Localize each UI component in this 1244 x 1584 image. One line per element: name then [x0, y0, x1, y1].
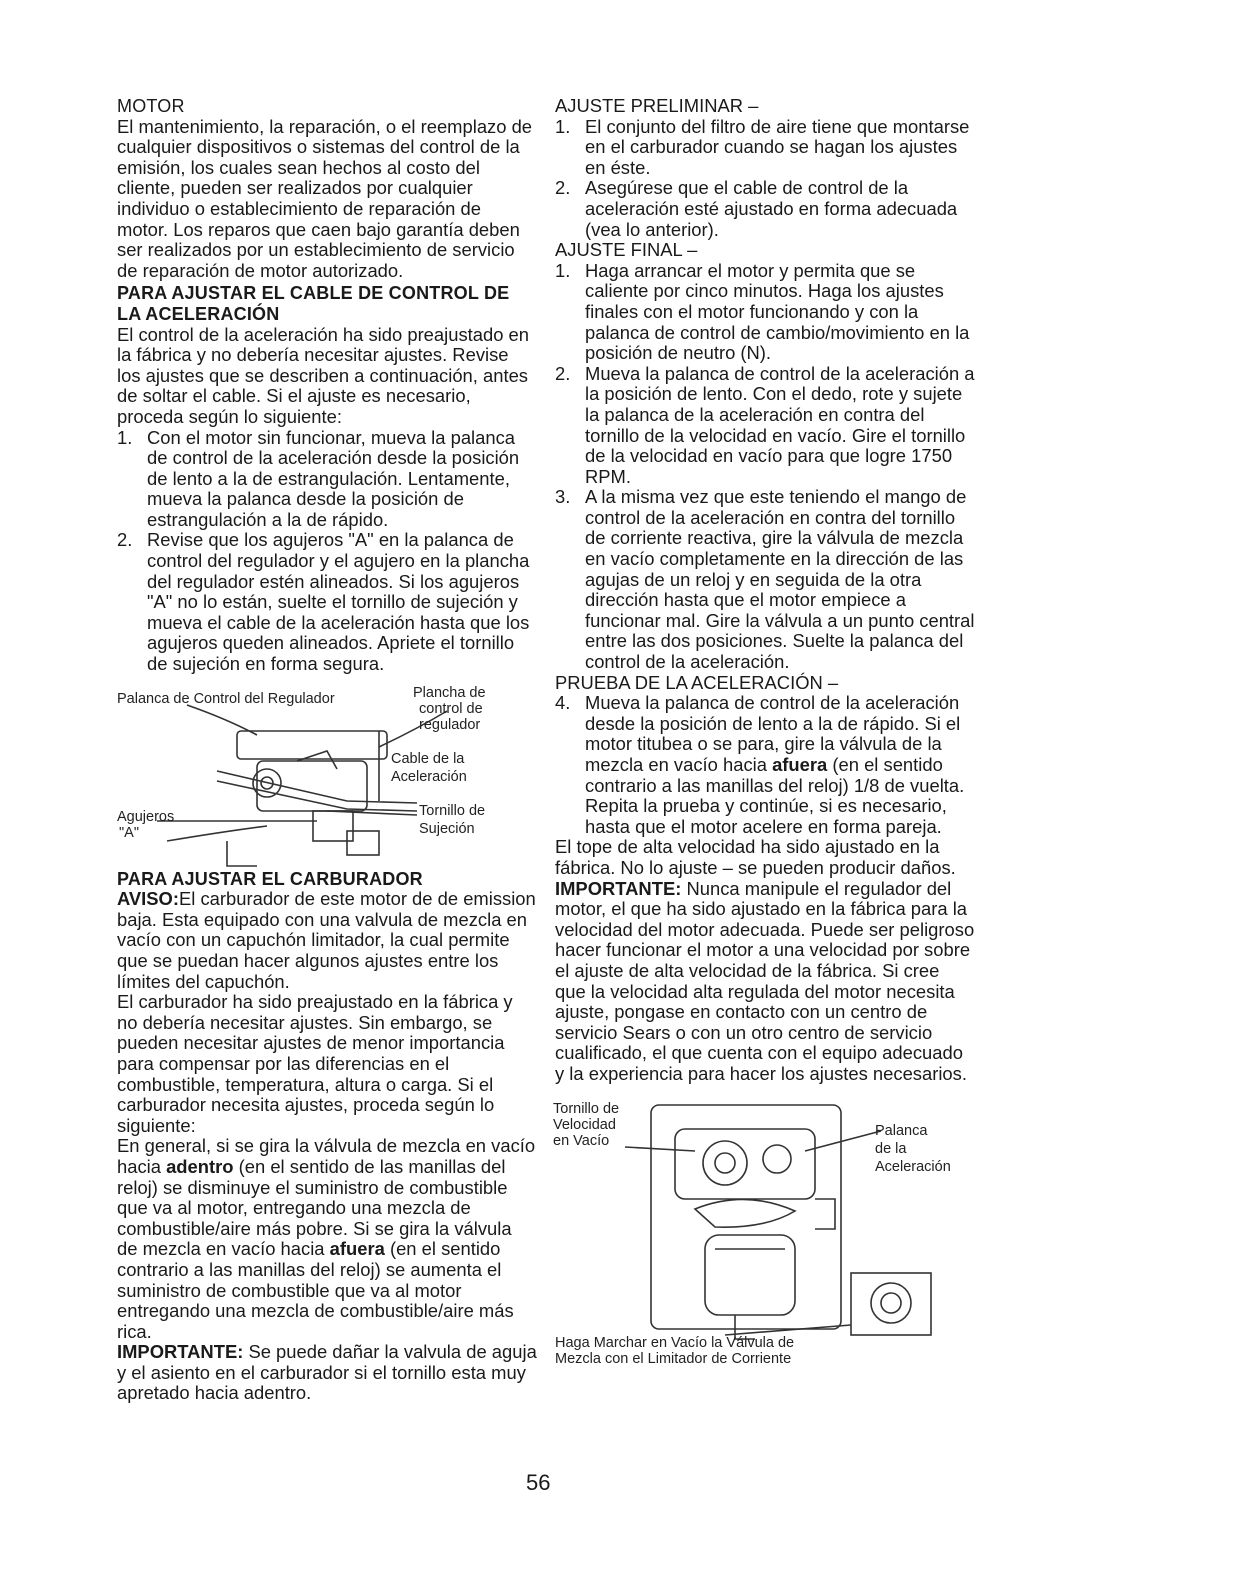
label-plancha-1: Plancha de	[413, 684, 486, 701]
tope-text: El tope de alta velocidad ha sido ajustado en la fábrica. No lo ajuste – se pueden producir daños.	[555, 836, 956, 878]
final-step	[555, 487, 975, 672]
step-number: 3.	[555, 486, 571, 508]
step-number: 4.	[555, 692, 571, 714]
figure-caption-1: Haga Marchar en Vacío la Válvula de	[555, 1334, 795, 1351]
final-step	[555, 364, 975, 488]
step-number: 2.	[117, 529, 133, 551]
left-column	[117, 96, 537, 1404]
label-palanca-aceleracion-1: Palanca	[875, 1122, 928, 1139]
label-tornillo-velocidad-1: Tornillo de	[553, 1100, 620, 1117]
prueba-afuera: afuera	[772, 754, 828, 775]
label-palanca-aceleracion-3: Aceleración	[875, 1158, 951, 1175]
label-agujeros-2: "A"	[119, 824, 139, 841]
carb-heading: PARA AJUSTAR EL CARBURADOR	[117, 868, 423, 889]
label-agujeros-1: Agujeros	[117, 808, 175, 825]
step-number: 2.	[555, 177, 571, 199]
label-palanca-aceleracion-2: de la	[875, 1140, 907, 1157]
cable-text: El control de la aceleración ha sido preajustado en la fábrica y no debería necesitar ajustes. Revise los ajustes que se describen a continuación, antes de soltar el cable. Si el ajuste es necesario, proceda según lo siguiente:	[117, 323, 530, 427]
prelim-steps	[555, 117, 975, 241]
final-steps	[555, 261, 975, 673]
step-text: Revise que los agujeros "A" en la palanca de control del regulador y el agujero en la plancha del regulador estén alineados. Si los agujeros "A" no lo están, suelte el tornillo de sujeción y mueva el cable de la aceleración hasta que los agujeros queden alineados. Apriete el tornillo de sujeción en forma segura.	[147, 529, 530, 675]
prueba-heading: PRUEBA DE LA ACELERACIÓN –	[555, 671, 839, 693]
prelim-step	[555, 117, 975, 179]
carb-para2-afuera: afuera	[329, 1238, 385, 1260]
carb-para1: El carburador ha sido preajustado en la fábrica y no debería necesitar ajustes. Sin embargo, se pueden necesitar ajustes de menor importancia para compensar por las diferencias en el combustible, temperatura, altura o carga. Si el carburador necesita ajustes, proceda según lo siguiente:	[117, 991, 513, 1136]
carburetor-figure	[553, 1099, 975, 1367]
figure-caption-2: Mezcla con el Limitador de Corriente	[555, 1350, 792, 1367]
aviso-label: AVISO:	[117, 888, 179, 910]
step-text: A la misma vez que este teniendo el mango de control de la aceleración en contra del tornillo de corriente reactiva, gire la válvula de mezcla en vacío completamente en la dirección de las agujas de un reloj y en seguida de la otra dirección hasta que el motor empiece a funcionar mal. Gire la válvula a un punto central entre las dos posiciones. Suelte la palanca del control de la aceleración.	[585, 486, 975, 673]
carb-para2-c: (en el sentido de las manillas del reloj) se disminuye el suministro de combustible que va al motor, entregando una mezcla de combustible/aire más pobre. Si se gira la válvula de mezcla en vacío hacia	[117, 1155, 512, 1260]
label-cable-2: Aceleración	[391, 768, 467, 785]
label-plancha-2: control de	[419, 700, 483, 717]
step-text: Con el motor sin funcionar, mueva la palanca de control de la aceleración desde la posición de lento a la de estrangulación. Lentamente, mueva la palanca desde la posición de estrangulación a la de rápido.	[147, 426, 520, 530]
prueba-text-a: Mueva la palanca de control de la aceleración desde la posición de lento a la de rápido. Si el motor titubea o se para, gire la válvula de la mezcla en vacío hacia	[585, 692, 961, 775]
cable-steps	[117, 428, 537, 675]
prelim-heading: AJUSTE PRELIMINAR –	[555, 95, 759, 116]
final-step	[555, 261, 975, 364]
left-importante	[117, 1342, 537, 1404]
label-plancha-3: regulador	[419, 716, 481, 733]
carb-para2-adentro: adentro	[166, 1155, 234, 1177]
page-number: 56	[526, 1470, 551, 1495]
carb-para2-e: (en el sentido contrario a las manillas del reloj) se aumenta el suministro de combustible que va al motor entregando una mezcla de combustible/aire más rica.	[117, 1238, 514, 1342]
prueba-step	[555, 693, 975, 837]
step-number: 2.	[555, 362, 571, 384]
right-importante	[555, 879, 975, 1085]
label-cable-1: Cable de la	[391, 750, 465, 767]
cable-step	[117, 530, 537, 674]
governor-figure	[117, 684, 537, 873]
left-importante-label: IMPORTANTE:	[117, 1341, 244, 1363]
step-number: 1.	[117, 426, 133, 448]
prueba-text-c: (en el sentido contrario a las manillas del reloj) 1/8 de vuelta. Repita la prueba y continúe, si es necesario, hasta que el motor acelere en forma pareja.	[585, 754, 965, 837]
label-tornillo-2: Sujeción	[419, 820, 475, 837]
cable-heading: PARA AJUSTAR EL CABLE DE CONTROL DE LA ACELERACIÓN	[117, 283, 510, 324]
motor-text: El mantenimiento, la reparación, o el reemplazo de cualquier dispositivos o sistemas del control de la emisión, los cuales sean hechos al costo del cliente, pueden ser realizados por cualquier individuo o establecimiento de reparación de motor. Los reparos que caen bajo garantía deben ser realizados por un establecimiento de servicio de reparación de motor autorizado.	[117, 115, 533, 281]
label-tornillo-1: Tornillo de	[419, 802, 486, 819]
prelim-step	[555, 178, 975, 240]
step-number: 1.	[555, 115, 571, 137]
carb-para2-a: En general, si se gira la válvula de mezcla en vacío hacia	[117, 1135, 536, 1177]
cable-step	[117, 428, 537, 531]
step-text: Asegúrese que el cable de control de la aceleración esté ajustado en forma adecuada (vea lo anterior).	[585, 177, 958, 240]
label-palanca: Palanca de Control del Regulador	[117, 690, 335, 707]
right-importante-label: IMPORTANTE:	[555, 877, 682, 899]
label-tornillo-velocidad-2: Velocidad	[553, 1116, 616, 1133]
step-text: El conjunto del filtro de aire tiene que montarse en el carburador cuando se hagan los ajustes en éste.	[585, 115, 970, 178]
carb-para2	[117, 1136, 537, 1342]
motor-heading: MOTOR	[117, 96, 185, 116]
step-text: Haga arrancar el motor y permita que se caliente por cinco minutos. Haga los ajustes finales con el motor funcionando y con la palanca de control de cambio/movimiento en la posición de neutro (N).	[585, 259, 970, 364]
step-number: 1.	[555, 259, 571, 281]
final-heading: AJUSTE FINAL –	[555, 239, 698, 261]
right-importante-text: Nunca manipule el regulador del motor, el que ha sido ajustado en la fábrica para la velocidad del motor adecuada. Puede ser peligroso hacer funcionar el motor a una velocidad por sobre el ajuste de alta velocidad de la fábrica. Si cree que la velocidad alta regulada del motor necesita ajuste, pongase en contacto con un centro de servicio Sears o con un otro centro de servicio cualificado, el que cuenta con el equipo adecuado y la experiencia para hacer los ajustes necesarios.	[555, 877, 975, 1084]
right-column	[553, 95, 975, 1367]
aviso-text: El carburador de este motor de de emission baja. Esta equipado con una valvula de mezcla en vacío con un capuchón limitador, la cual permite que se puedan hacer algunos ajustes entre los límites del capuchón.	[117, 888, 536, 992]
left-importante-text: Se puede dañar la valvula de aguja y el asiento en el carburador si el tornillo esta muy apretado hacia adentro.	[117, 1341, 537, 1404]
aviso-paragraph	[117, 889, 537, 992]
label-tornillo-velocidad-3: en Vacío	[553, 1132, 610, 1149]
step-text: Mueva la palanca de control de la aceleración a la posición de lento. Con el dedo, rote y sujete la palanca de la aceleración en contra del tornillo de la velocidad en vacío. Gire el tornillo de la velocidad en vacío para que logre 1750 RPM.	[585, 362, 975, 487]
